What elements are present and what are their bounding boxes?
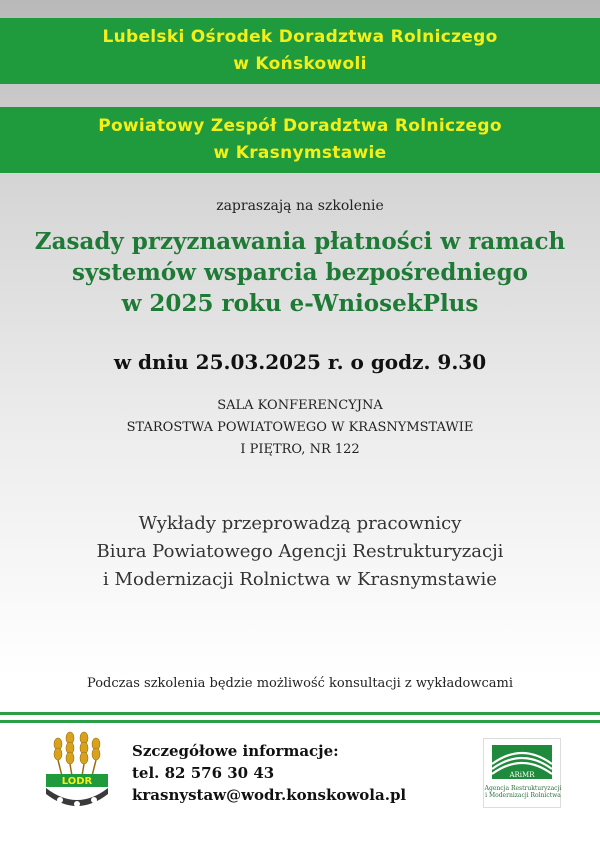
venue-line-2: STAROSTWA POWIATOWEGO W KRASNYMSTAWIE [126, 420, 474, 435]
lecturers-line-3: i Modernizacji Rolnictwa w Krasnymstawie [103, 569, 497, 590]
invite-text: zapraszają na szkolenie [216, 198, 384, 214]
training-title [0, 226, 600, 319]
venue-line-3: I PIĘTRO, NR 122 [240, 442, 360, 457]
venue-block [0, 395, 600, 461]
arimr-logo-text: ARiMR [509, 771, 535, 779]
contact-phone: tel. 82 576 30 43 [132, 764, 275, 782]
arimr-logo [483, 738, 561, 808]
header-band-team [0, 107, 600, 173]
contact-block [132, 740, 406, 806]
consultation-note: Podczas szkolenia będzie możliwość konsultacji z wykładowcami [86, 676, 513, 691]
wodr-logo-text: LODR [61, 776, 93, 787]
lecturers-block [0, 510, 600, 594]
header-band-organizer [0, 18, 600, 84]
contact-heading: Szczegółowe informacje: [132, 742, 339, 760]
organizer-name: Lubelski Ośrodek Doradztwa Rolniczego [102, 27, 498, 47]
arimr-caption-line-2: i Modernizacji Rolnictwa [485, 792, 561, 799]
title-line-1: Zasady przyznawania płatności w ramach [34, 228, 566, 255]
event-date: w dniu 25.03.2025 r. o godz. 9.30 [113, 350, 487, 374]
arimr-logo-icon [484, 739, 560, 785]
title-line-3: w 2025 roku e-WniosekPlus [121, 290, 479, 317]
team-name: Powiatowy Zespół Doradztwa Rolniczego [98, 116, 502, 136]
contact-email: krasnystaw@wodr.konskowola.pl [132, 786, 407, 804]
team-location: w Krasnymstawie [213, 143, 387, 163]
arimr-caption-line-1: Agencja Restrukturyzacji [484, 785, 562, 792]
divider-line-bottom [0, 720, 600, 723]
venue-line-1: SALA KONFERENCYJNA [217, 398, 383, 413]
title-line-2: systemów wsparcia bezpośredniego [71, 259, 528, 286]
lecturers-line-1: Wykłady przeprowadzą pracownicy [138, 513, 462, 534]
organizer-location: w Końskowoli [233, 54, 367, 74]
lecturers-line-2: Biura Powiatowego Agencji Restrukturyzacji [96, 541, 504, 562]
wodr-logo-icon [40, 730, 114, 810]
arimr-caption [484, 785, 562, 799]
divider-line-top [0, 712, 600, 715]
